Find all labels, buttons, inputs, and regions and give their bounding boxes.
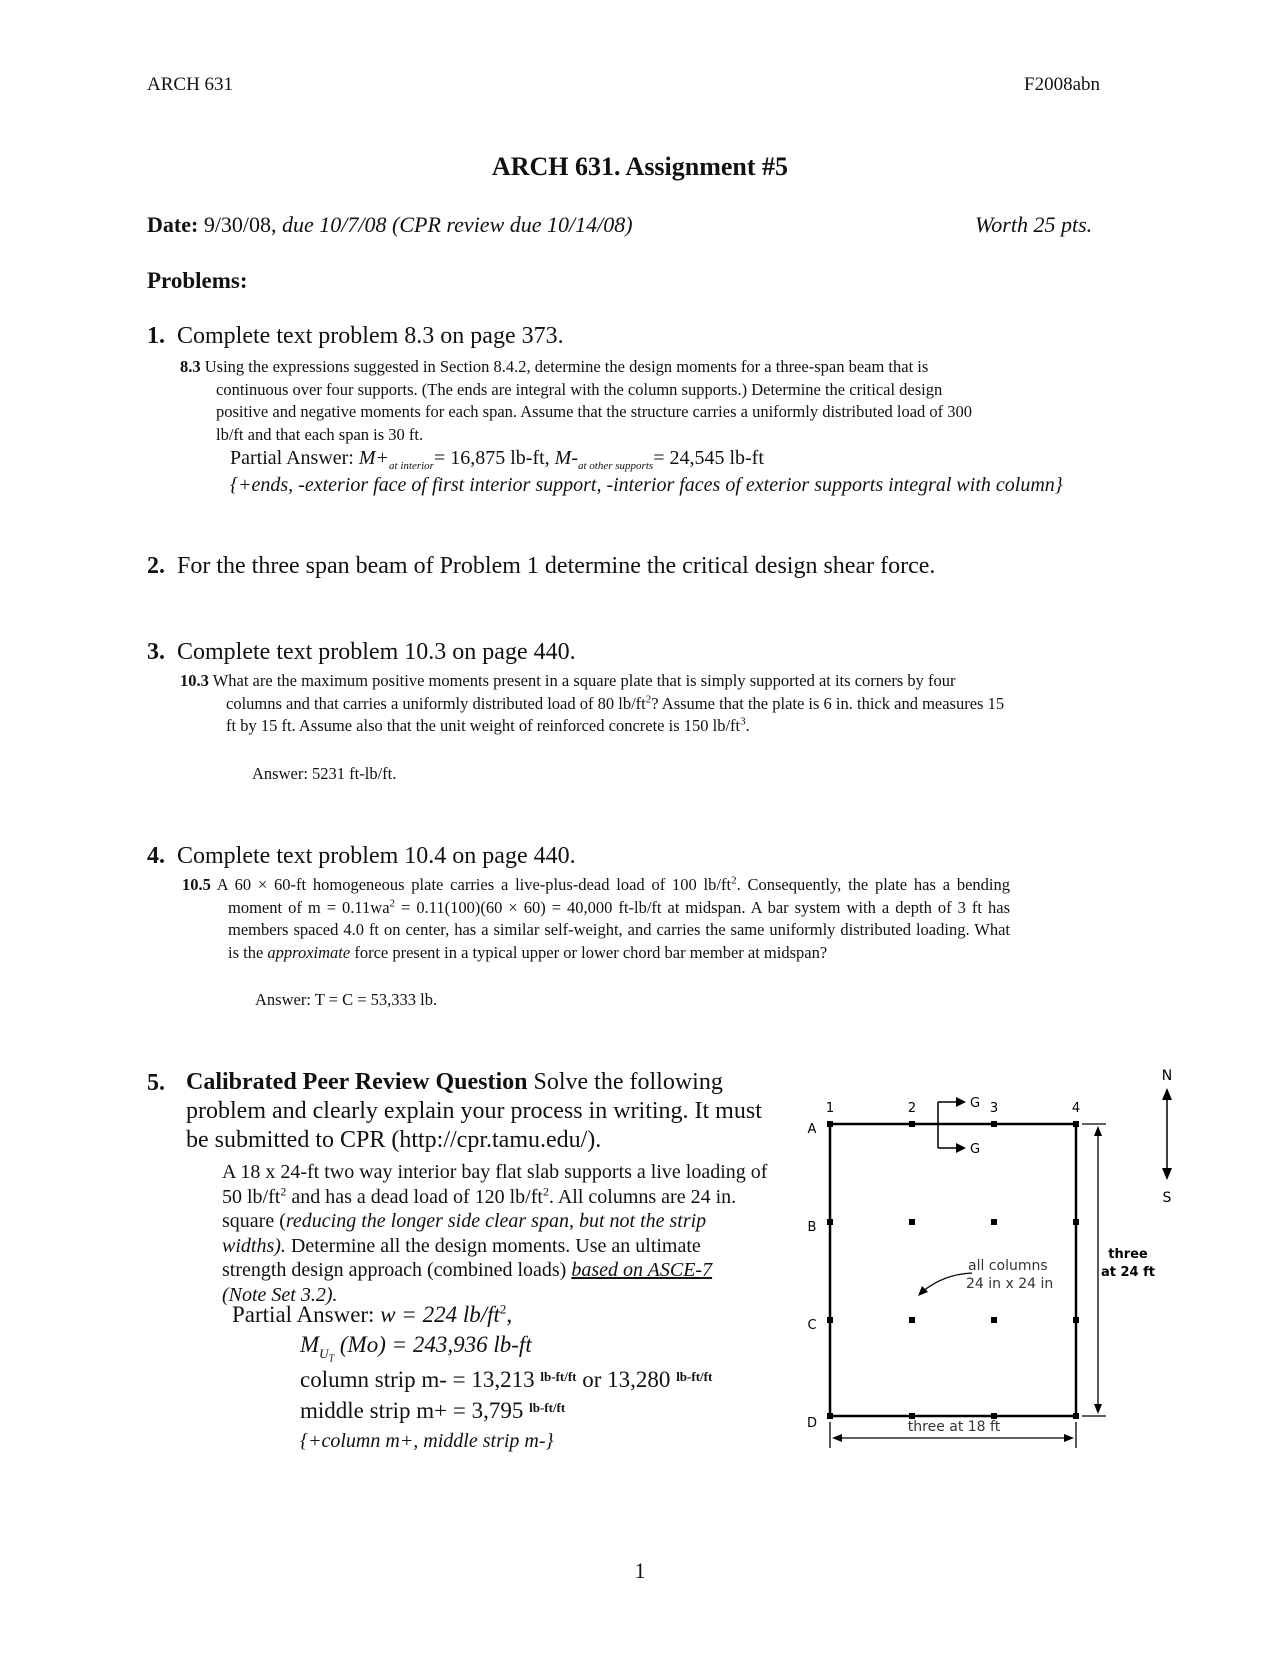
column-label-1: 1 <box>825 1101 835 1116</box>
south-arrow-icon <box>1162 1168 1172 1180</box>
note-set-reference: (Note Set 3.2). <box>222 1283 338 1306</box>
north-label: N <box>1161 1068 1173 1084</box>
column-label-4: 4 <box>1071 1101 1081 1116</box>
row-label-d: D <box>806 1416 818 1431</box>
problem-3-answer: Answer: 5231 ft-lb/ft. <box>252 764 397 783</box>
body-text-a: A 18 x 24-ft two way interior bay flat slab supports a live loading of 50 lb/ft <box>222 1161 768 1208</box>
problem-3 <box>147 639 576 666</box>
body-text-d: Determine all the design moments. Use an ultimate strength design approach (combined loads) <box>222 1234 701 1281</box>
column-strip-moment: column strip m- = 13,213 <box>300 1367 535 1392</box>
m-plus-value: = 16,875 lb-ft, <box>433 447 550 469</box>
section-label-top: G <box>970 1096 981 1111</box>
book-problem-number: 8.3 <box>180 357 201 376</box>
problem-4-text: Complete text problem 10.4 on page 440. <box>177 843 576 869</box>
book-problem-emphasis: approximate <box>267 942 351 962</box>
page-title: ARCH 631. Assignment #5 <box>491 152 789 181</box>
problem-5-body: A 18 x 24-ft two way interior bay flat slab supports a live loading of 50 $lb/ft^2$ and has a dead load of 120 $lb/ft^2$. All columns are 24 in. square (reducing the longer side clear span, but not the strip widths). Determine all the design moments. Use an ultimate strength design approach (combined loads) based on ASCE-7 (Note Set 3.2). <box>222 1160 770 1307</box>
problem-3-number: 3. <box>147 639 165 665</box>
problem-4 <box>147 843 576 870</box>
problem-5-note: {+column m+, middle strip m-} <box>300 1430 554 1452</box>
middle-strip-moment: middle strip m+ = 3,795 <box>300 1398 524 1423</box>
row-label-a: A <box>807 1122 817 1137</box>
m-minus-subscript: at other supports <box>578 460 654 472</box>
page-number: 1 <box>634 1558 646 1583</box>
columns-note-line-1: all columns <box>968 1258 1048 1274</box>
book-problem-text-d: force present in a typical upper or lower chord bar member at midspan? <box>350 942 828 962</box>
column-strip-alt: or 13,280 <box>582 1367 671 1392</box>
right-dimension-line-1: three <box>1108 1247 1148 1262</box>
columns-note-line-2: 24 in x 24 in <box>966 1276 1054 1292</box>
answer-label: Partial Answer: <box>230 447 354 469</box>
column-strip-unit: lb-ft/ft <box>540 1369 577 1384</box>
problem-2-number: 2. <box>147 553 165 579</box>
problem-5-intro <box>186 1068 766 1155</box>
mu-value: (Mo) = 243,936 lb-ft <box>339 1332 532 1357</box>
section-label-bottom: G <box>970 1142 981 1157</box>
book-problem-text-continued: ? Assume that the plate is 6 in. thick and measures 15 ft by 15 ft. Assume also that the unit weight of reinforced concrete is 150 lb/ft <box>226 693 1005 735</box>
north-arrow-icon <box>1162 1088 1172 1100</box>
cpr-instructions: Solve the following problem and clearly explain your process in writing. It must be submitted to CPR (http://cpr.tamu.edu/). <box>186 1069 762 1153</box>
w-value: w = 224 lb/ft <box>380 1302 500 1327</box>
slab-plan-diagram <box>800 1060 1200 1480</box>
textbook-problem-10-5: 10.5 A 60 × 60-ft homogeneous plate carries a live-plus-dead load of 100 $lb/ft^2$. Consequently, the plate has a bending moment of $m = 0.11wa^2 = 0.11(100)(60 \times 60) = 40,000$ ft-lb/ft at midspan. A bar system with a depth of 3 ft has members spaced 4.0 ft on center, has a similar self-weight, and carries the same uniformly distributed loading. What is the approximate force present in a typical upper or lower chord bar member at midspan? <box>182 874 1010 962</box>
row-label-b: B <box>807 1220 817 1235</box>
south-label: S <box>1162 1190 1172 1206</box>
book-problem-number: 10.5 <box>182 875 211 894</box>
document-code: F2008abn <box>1024 74 1100 95</box>
body-text-italic: reducing the longer side clear span, but not the strip widths). <box>222 1210 707 1257</box>
book-problem-text-b: . Consequently, the plate has a bending moment of m = 0.11wa <box>228 875 1010 917</box>
body-text-c: . All columns are 24 in. square ( <box>222 1185 737 1232</box>
m-minus-value: = 24,545 lb-ft <box>653 447 764 469</box>
problem-5-middle-strip <box>300 1398 565 1424</box>
asce-reference: based on ASCE-7 <box>571 1259 713 1281</box>
due-date: due 10/7/08 (CPR review due 10/14/08) <box>282 212 633 237</box>
book-problem-text: A 60 × 60-ft homogeneous plate carries a live-plus-dead load of 100 lb/ft <box>216 875 732 894</box>
problem-1-text: Complete text problem 8.3 on page 373. <box>177 323 564 349</box>
problem-5-number: 5. <box>147 1070 165 1096</box>
problem-2 <box>147 553 935 580</box>
m-plus-subscript: at interior <box>389 460 434 472</box>
course-header: ARCH 631 <box>147 74 234 95</box>
problem-5-answer-w: Partial Answer: w = 224 $lb/ft^2$, <box>232 1301 513 1327</box>
textbook-problem-10-3: 10.3 What are the maximum positive moments present in a square plate that is simply supported at its corners by four columns and that carries a uniformly distributed load of 80 $lb/ft^2$? Assume that the plate is 6 in. thick and measures 15 ft by 15 ft. Assume also that the unit weight of reinforced concrete is 150 $lb/ft^3$. <box>180 671 1005 735</box>
body-text-b: and has a dead load of 120 lb/ft <box>286 1185 543 1208</box>
book-problem-text: What are the maximum positive moments present in a square plate that is simply supported at its corners by four columns and that carries a uniformly distributed load of 80 lb/ft <box>212 671 956 713</box>
problem-3-text: Complete text problem 10.3 on page 440. <box>177 639 576 665</box>
textbook-problem-8-3 <box>180 356 986 446</box>
problem-1-number: 1. <box>147 323 165 349</box>
column-label-3: 3 <box>989 1101 999 1116</box>
problems-heading: Problems: <box>147 268 248 293</box>
middle-strip-unit: lb-ft/ft <box>529 1400 566 1415</box>
row-label-c: C <box>807 1318 817 1333</box>
problem-1 <box>147 323 564 350</box>
column-strip-alt-unit: lb-ft/ft <box>676 1369 713 1384</box>
book-problem-text-c: = 0.11(100)(60 × 60) = 40,000 ft-lb/ft at midspan. A bar system with a depth of 3 ft has members spaced 4.0 ft on center, has a similar self-weight, and carries the same uniformly distributed loading. What is the <box>228 897 1010 962</box>
right-dimension-line-2: at 24 ft <box>1101 1265 1155 1280</box>
problem-5-column-strip <box>300 1367 712 1393</box>
problem-1-note: {+ends, -exterior face of first interior support, -interior faces of exterior supports integral with column} <box>230 474 1063 496</box>
answer-label: Partial Answer: <box>232 1302 375 1327</box>
book-problem-text: Using the expressions suggested in Section 8.4.2, determine the design moments for a three-span beam that is continuous over four supports. (The ends are integral with the column supports.) Determine the critical design positive and negative moments for each span. Assume that the structure carries a uniformly distributed load of 300 lb/ft and that each span is 30 ft. <box>204 357 973 444</box>
problem-4-number: 4. <box>147 843 165 869</box>
assigned-date: 9/30/08, <box>203 212 277 237</box>
problem-2-text: For the three span beam of Problem 1 determine the critical design shear force. <box>177 553 936 579</box>
date-label: Date: <box>147 212 199 237</box>
worth-points: Worth 25 pts. <box>975 212 1093 237</box>
cpr-heading: Calibrated Peer Review Question <box>186 1069 528 1095</box>
column-label-2: 2 <box>907 1101 917 1116</box>
bottom-dimension-label: three at 18 ft <box>907 1419 1001 1435</box>
problem-4-answer: Answer: T = C = 53,333 lb. <box>255 990 438 1009</box>
date-line <box>147 212 633 238</box>
problem-5-answer-mu: $M_{U_T}$ (Mo) = 243,936 lb-ft <box>300 1332 532 1365</box>
book-problem-number: 10.3 <box>180 671 209 690</box>
problem-1-partial-answer <box>230 447 764 470</box>
m-minus-symbol: M- <box>554 447 578 469</box>
m-plus-symbol: M+ <box>358 447 390 469</box>
